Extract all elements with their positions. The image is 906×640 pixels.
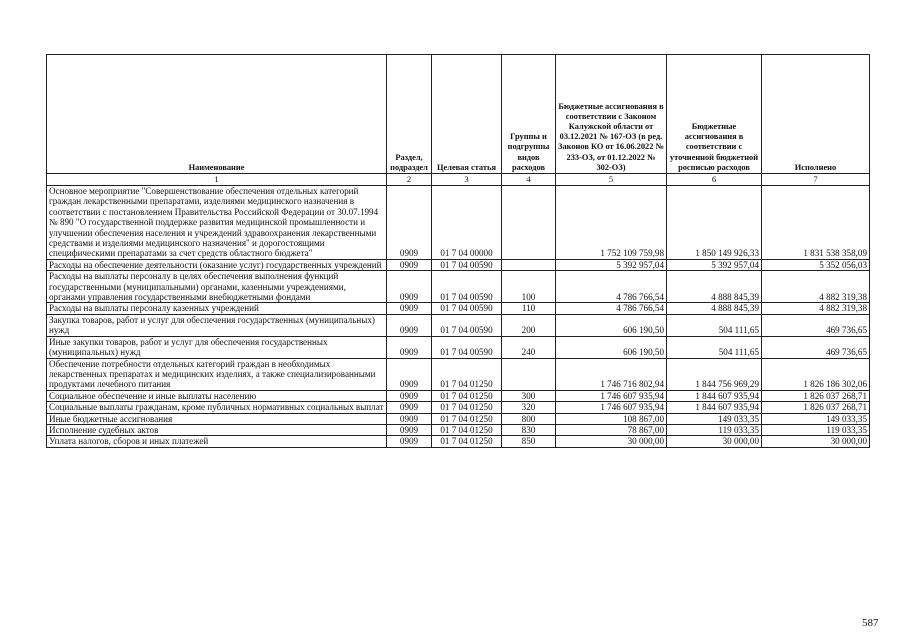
table-header-row [47, 55, 870, 174]
header-group: Группы и подгруппы видов расходов [502, 55, 556, 174]
row-name-cell: Иные закупки товаров, работ и услуг для обеспечения государственных (муниципальных) нужд [47, 336, 387, 358]
row-law-amount-cell: 5 392 957,04 [556, 259, 667, 270]
budget-table [46, 54, 870, 448]
row-law-amount-cell: 1 746 607 935,94 [556, 402, 667, 413]
row-section-cell: 0909 [387, 402, 432, 413]
row-section-cell: 0909 [387, 271, 432, 303]
row-name-cell: Социальное обеспечение и иные выплаты населению [47, 390, 387, 401]
row-target-cell: 01 7 04 01250 [432, 413, 502, 424]
column-number-row [47, 174, 870, 186]
row-refined-amount-cell: 149 033,35 [667, 413, 762, 424]
row-law-amount-cell: 606 190,50 [556, 336, 667, 358]
row-executed-amount-cell: 469 736,65 [762, 314, 870, 336]
row-name-cell: Основное мероприятие "Совершенствование обеспечения отдельных категорий граждан лекарственными препаратами, изделиями медицинского назначения в соответствии с постановлением Правительства Российской Федерации от 30.07.1994 № 890 "О государственной поддержке развития медицинской промышленности и улучшении обеспечения населения и учреждений здравоохранения лекарственными средствами и изделиями медицинского назначения" и дорогостоящими специфическими препаратами за счет средств областного бюджета" [47, 186, 387, 260]
row-name-cell: Обеспечение потребности отдельных категорий граждан в необходимых лекарственных препаратах и медицинских изделиях, а также специализированными продуктами лечебного питания [47, 358, 387, 390]
row-group-cell: 240 [502, 336, 556, 358]
row-refined-amount-cell: 4 888 845,39 [667, 271, 762, 303]
row-name-cell: Уплата налогов, сборов и иных платежей [47, 436, 387, 447]
row-executed-amount-cell: 1 826 037 268,71 [762, 402, 870, 413]
row-refined-amount-cell: 5 392 957,04 [667, 259, 762, 270]
row-refined-amount-cell: 30 000,00 [667, 436, 762, 447]
row-target-cell: 01 7 04 00590 [432, 303, 502, 314]
header-executed: Исполнено [762, 55, 870, 174]
row-refined-amount-cell: 504 111,65 [667, 336, 762, 358]
header-section: Раздел, подраздел [387, 55, 432, 174]
row-section-cell: 0909 [387, 390, 432, 401]
row-law-amount-cell: 30 000,00 [556, 436, 667, 447]
row-refined-amount-cell: 504 111,65 [667, 314, 762, 336]
row-name-cell: Исполнение судебных актов [47, 424, 387, 435]
row-section-cell: 0909 [387, 259, 432, 270]
row-name-cell: Социальные выплаты гражданам, кроме публичных нормативных социальных выплат [47, 402, 387, 413]
row-law-amount-cell: 1 746 607 935,94 [556, 390, 667, 401]
header-refined: Бюджетные ассигнования в соответствии с уточненной бюджетной росписью расходов [667, 55, 762, 174]
table-row [47, 358, 870, 390]
column-number: 3 [432, 174, 502, 186]
header-name: Наименование [47, 55, 387, 174]
table-row [47, 314, 870, 336]
row-group-cell [502, 358, 556, 390]
row-name-cell: Расходы на выплаты персоналу казенных учреждений [47, 303, 387, 314]
row-refined-amount-cell: 1 844 607 935,94 [667, 402, 762, 413]
row-group-cell: 830 [502, 424, 556, 435]
table-body [47, 186, 870, 448]
row-law-amount-cell: 4 786 766,54 [556, 271, 667, 303]
row-executed-amount-cell: 4 882 319,38 [762, 271, 870, 303]
row-group-cell: 320 [502, 402, 556, 413]
row-law-amount-cell: 1 752 109 759,98 [556, 186, 667, 260]
row-target-cell: 01 7 04 01250 [432, 402, 502, 413]
row-target-cell: 01 7 04 01250 [432, 358, 502, 390]
column-number: 7 [762, 174, 870, 186]
table-row [47, 186, 870, 260]
table-row [47, 402, 870, 413]
row-executed-amount-cell: 5 352 056,03 [762, 259, 870, 270]
row-group-cell: 300 [502, 390, 556, 401]
table-row [47, 424, 870, 435]
row-section-cell: 0909 [387, 336, 432, 358]
row-group-cell: 850 [502, 436, 556, 447]
row-target-cell: 01 7 04 00590 [432, 314, 502, 336]
row-executed-amount-cell: 4 882 319,38 [762, 303, 870, 314]
row-target-cell: 01 7 04 00000 [432, 186, 502, 260]
row-refined-amount-cell: 1 850 149 926,33 [667, 186, 762, 260]
row-refined-amount-cell: 1 844 607 935,94 [667, 390, 762, 401]
row-executed-amount-cell: 1 826 037 268,71 [762, 390, 870, 401]
column-number: 5 [556, 174, 667, 186]
row-section-cell: 0909 [387, 413, 432, 424]
row-law-amount-cell: 108 867,00 [556, 413, 667, 424]
row-group-cell: 800 [502, 413, 556, 424]
row-executed-amount-cell: 119 033,35 [762, 424, 870, 435]
row-executed-amount-cell: 149 033,35 [762, 413, 870, 424]
row-name-cell: Расходы на выплаты персоналу в целях обеспечения выполнения функций государственными (муниципальными) органами, казенными учреждениями, органами управления государственными внебюджетными фондами [47, 271, 387, 303]
row-name-cell: Расходы на обеспечение деятельности (оказание услуг) государственных учреждений [47, 259, 387, 270]
table-row [47, 390, 870, 401]
row-executed-amount-cell: 469 736,65 [762, 336, 870, 358]
row-group-cell: 100 [502, 271, 556, 303]
row-target-cell: 01 7 04 01250 [432, 436, 502, 447]
row-section-cell: 0909 [387, 303, 432, 314]
page-number: 587 [862, 617, 879, 629]
row-target-cell: 01 7 04 00590 [432, 271, 502, 303]
row-section-cell: 0909 [387, 314, 432, 336]
row-name-cell: Иные бюджетные ассигнования [47, 413, 387, 424]
row-section-cell: 0909 [387, 358, 432, 390]
row-section-cell: 0909 [387, 424, 432, 435]
row-executed-amount-cell: 1 826 186 302,06 [762, 358, 870, 390]
table-row [47, 259, 870, 270]
column-number: 2 [387, 174, 432, 186]
row-law-amount-cell: 4 786 766,54 [556, 303, 667, 314]
row-law-amount-cell: 78 867,00 [556, 424, 667, 435]
row-executed-amount-cell: 1 831 538 358,09 [762, 186, 870, 260]
row-target-cell: 01 7 04 01250 [432, 424, 502, 435]
row-law-amount-cell: 606 190,50 [556, 314, 667, 336]
table-row [47, 303, 870, 314]
header-law: Бюджетные ассигнования в соответствии с Законом Калужской области от 03.12.2021 № 167-ОЗ (в ред. Законов КО от 16.06.2022 № 233-ОЗ, от 01.12.2022 № 302-ОЗ) [556, 55, 667, 174]
column-number: 1 [47, 174, 387, 186]
row-target-cell: 01 7 04 00590 [432, 336, 502, 358]
row-group-cell [502, 259, 556, 270]
row-law-amount-cell: 1 746 716 802,94 [556, 358, 667, 390]
table-row [47, 336, 870, 358]
column-number: 4 [502, 174, 556, 186]
row-name-cell: Закупка товаров, работ и услуг для обеспечения государственных (муниципальных) нужд [47, 314, 387, 336]
row-refined-amount-cell: 1 844 756 969,29 [667, 358, 762, 390]
row-group-cell: 110 [502, 303, 556, 314]
row-target-cell: 01 7 04 01250 [432, 390, 502, 401]
row-section-cell: 0909 [387, 186, 432, 260]
row-target-cell: 01 7 04 00590 [432, 259, 502, 270]
table-row [47, 436, 870, 447]
header-target: Целевая статья [432, 55, 502, 174]
row-group-cell [502, 186, 556, 260]
row-group-cell: 200 [502, 314, 556, 336]
table-row [47, 413, 870, 424]
table-row [47, 271, 870, 303]
row-refined-amount-cell: 119 033,35 [667, 424, 762, 435]
row-executed-amount-cell: 30 000,00 [762, 436, 870, 447]
row-refined-amount-cell: 4 888 845,39 [667, 303, 762, 314]
row-section-cell: 0909 [387, 436, 432, 447]
column-number: 6 [667, 174, 762, 186]
